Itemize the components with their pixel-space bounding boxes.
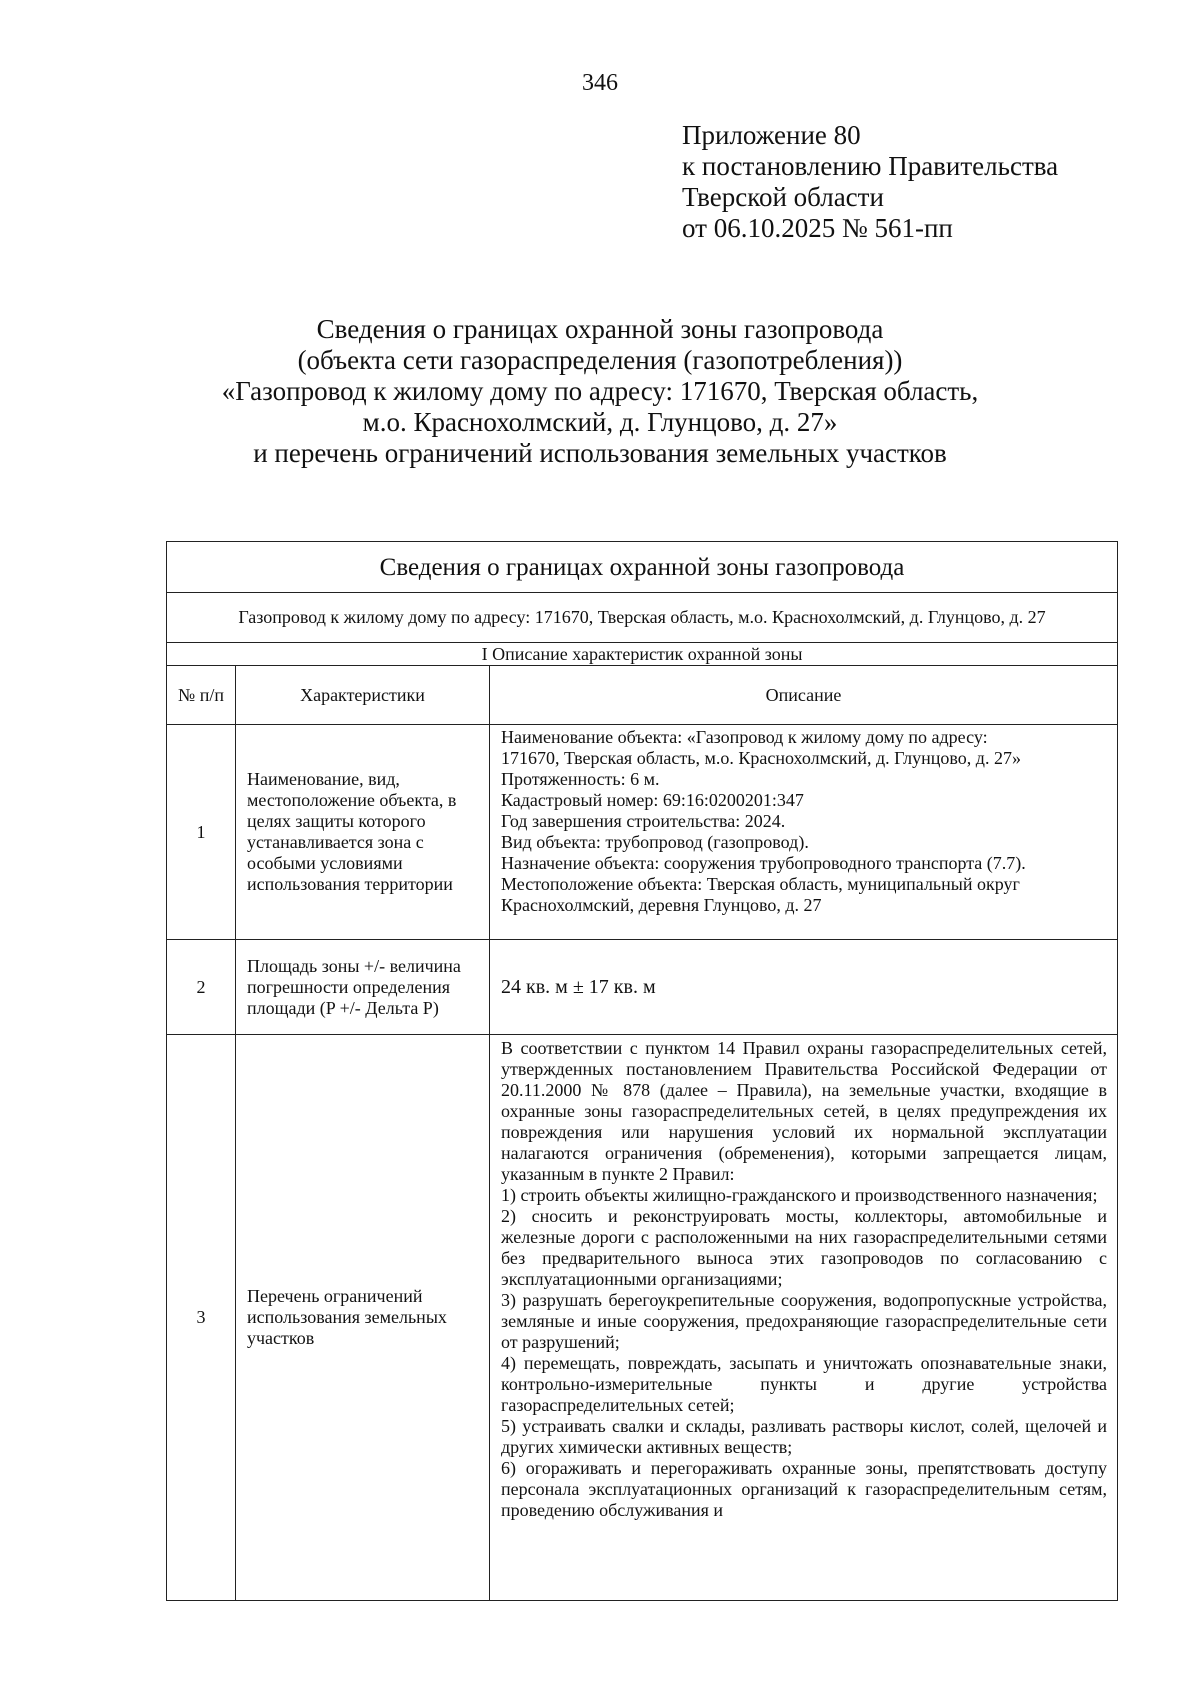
description-paragraph: 1) строить объекты жилищно-гражданского и производственного назначения; <box>501 1185 1098 1205</box>
document-title <box>0 314 1200 469</box>
description-line: Год завершения строительства: 2024. <box>501 811 786 831</box>
appendix-line: Тверской области <box>682 182 884 212</box>
row-description <box>490 1035 1118 1601</box>
appendix-block <box>682 120 1058 244</box>
description-line: Протяженность: 6 м. <box>501 769 660 789</box>
page-number: 346 <box>582 70 618 96</box>
table-object-line: Газопровод к жилому дому по адресу: 171670, Тверская область, м.о. Краснохолмский, д. Глунцово, д. 27 <box>167 593 1118 643</box>
description-line: Наименование объекта: «Газопровод к жилому дому по адресу: <box>501 727 988 747</box>
row-description <box>490 725 1118 940</box>
table-row <box>167 725 1118 940</box>
description-line: Краснохолмский, деревня Глунцово, д. 27 <box>501 895 822 915</box>
appendix-line: к постановлению Правительства <box>682 151 1059 181</box>
description-paragraph: 5) устраивать свалки и склады, разливать растворы кислот, солей, щелочей и других химически активных веществ; <box>501 1416 1108 1457</box>
table-column-header-row <box>167 666 1118 725</box>
description-paragraph: 6) огораживать и перегораживать охранные зоны, препятствовать доступу персонала эксплуатационных организаций к газораспределительным сетям, проведению обслуживания и <box>501 1458 1108 1520</box>
title-line: и перечень ограничений использования земельных участков <box>253 438 947 468</box>
appendix-line: от 06.10.2025 № 561-пп <box>682 213 953 243</box>
description-line: Назначение объекта: сооружения трубопроводного транспорта (7.7). <box>501 853 1026 873</box>
row-number: 1 <box>167 725 236 940</box>
title-line: м.о. Краснохолмский, д. Глунцово, д. 27» <box>362 407 838 437</box>
title-line: «Газопровод к жилому дому по адресу: 171670, Тверская область, <box>221 376 979 406</box>
table-heading: Сведения о границах охранной зоны газопровода <box>167 542 1118 593</box>
column-header-num: № п/п <box>167 666 236 725</box>
description-paragraph: 3) разрушать берегоукрепительные сооружения, водопропускные устройства, земляные и иные сооружения, предохраняющие газораспределительные сети от разрушений; <box>501 1290 1108 1352</box>
table-row <box>167 1035 1118 1601</box>
description-line: Кадастровый номер: 69:16:0200201:347 <box>501 790 804 810</box>
row-number: 2 <box>167 940 236 1035</box>
column-header-description: Описание <box>490 666 1118 725</box>
description-paragraph: 2) сносить и реконструировать мосты, коллекторы, автомобильные и железные дороги с расположенными на них газораспределительными сетями без предварительного выноса этих газопроводов по согласованию с эксплуатационными организациями; <box>501 1206 1108 1289</box>
description-paragraph: В соответствии с пунктом 14 Правил охраны газораспределительных сетей, утвержденных постановлением Правительства Российской Федерации от 20.11.2000 № 878 (далее – Правила), на земельные участки, входящие в охранные зоны газораспределительных сетей, в целях предупреждения их повреждения или нарушения условий их нормальной эксплуатации налагаются ограничения (обременения), которыми запрещается лицам, указанным в пункте 2 Правил: <box>501 1038 1108 1184</box>
row-characteristic: Наименование, вид, местоположение объекта, в целях защиты которого устанавливается зона с особыми условиями использования территории <box>236 725 490 940</box>
appendix-line: Приложение 80 <box>682 120 861 150</box>
row-characteristic: Площадь зоны +/- величина погрешности определения площади (P +/- Дельта P) <box>236 940 490 1035</box>
description-paragraph: 4) перемещать, повреждать, засыпать и уничтожать опознавательные знаки, контрольно-измерительные пункты и другие устройства газораспределительных сетей; <box>501 1353 1108 1415</box>
description-line: Местоположение объекта: Тверская область, муниципальный округ <box>501 874 1020 894</box>
row-description: 24 кв. м ± 17 кв. м <box>490 940 1118 1035</box>
zone-info-table <box>166 541 1118 1601</box>
description-line: 171670, Тверская область, м.о. Краснохолмский, д. Глунцово, д. 27» <box>501 748 1021 768</box>
row-number: 3 <box>167 1035 236 1601</box>
title-line: Сведения о границах охранной зоны газопровода <box>316 314 884 344</box>
table-section-title: I Описание характеристик охранной зоны <box>167 643 1118 666</box>
table-row <box>167 940 1118 1035</box>
column-header-characteristics: Характеристики <box>236 666 490 725</box>
description-line: Вид объекта: трубопровод (газопровод). <box>501 832 809 852</box>
row-characteristic: Перечень ограничений использования земельных участков <box>236 1035 490 1601</box>
title-line: (объекта сети газораспределения (газопотребления)) <box>297 345 903 375</box>
